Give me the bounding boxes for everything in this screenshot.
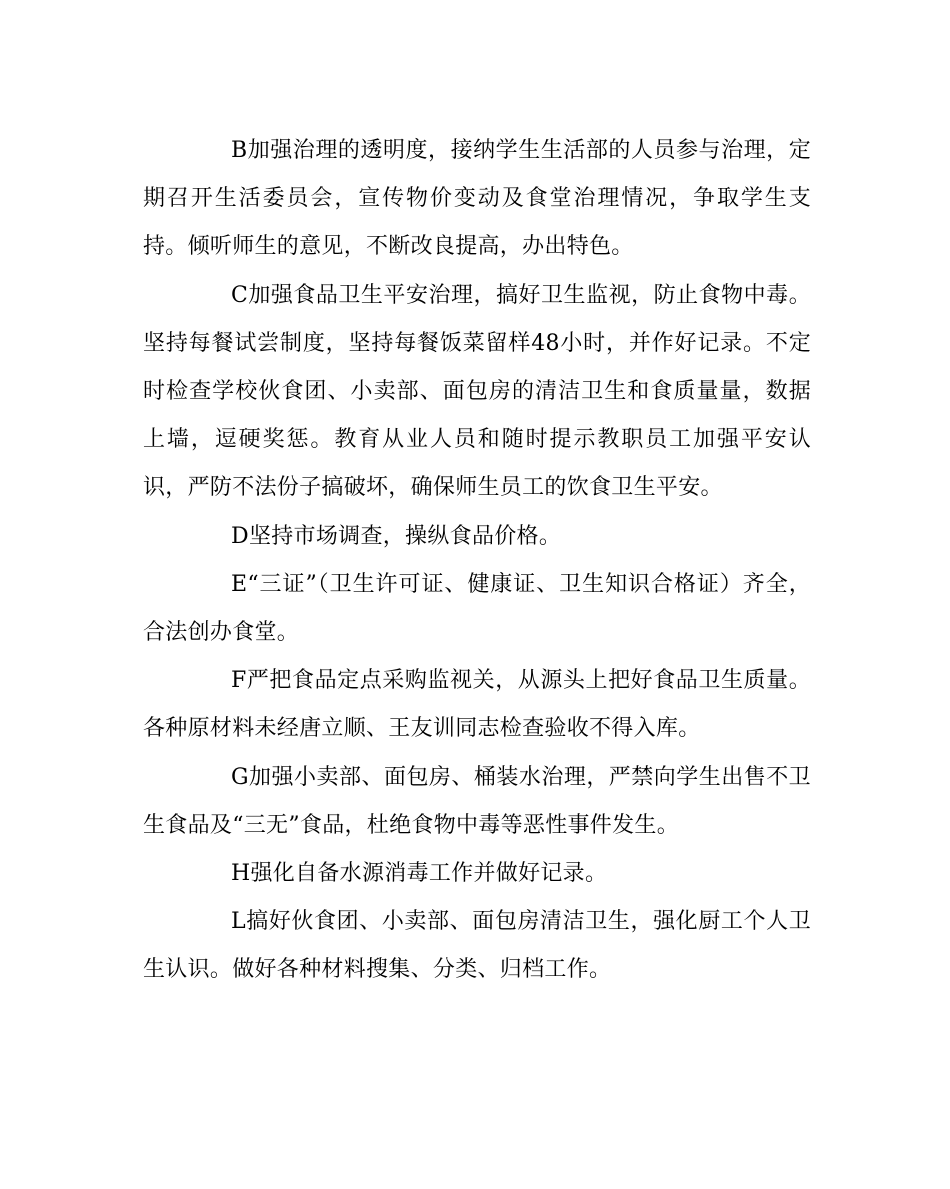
paragraph-c: C加强食品卫生平安治理，搞好卫生监视，防止食物中毒。坚持每餐试尝制度，坚持每餐饭菜留样48小时，并作好记录。不定时检查学校伙食团、小卖部、面包房的清洁卫生和食质量量，数据上墙，逗硬奖惩。教育从业人员和随时提示教职员工加强平安认识，严防不法份子搞破坏，确保师生员工的饮食卫生平安。: [143, 282, 811, 501]
document-body: [143, 127, 811, 995]
paragraph-d: D坚持市场调查，操纵食品价格。: [231, 523, 562, 549]
paragraph-h: H强化自备水源消毒工作并做好记录。: [231, 861, 608, 887]
paragraph-e: E“三证”（卫生许可证、健康证、卫生知识合格证）齐全，合法创办食堂。: [143, 571, 811, 646]
paragraph-f: F严把食品定点采购监视关，从源头上把好食品卫生质量。各种原材料未经唐立顺、王友训同志检查验收不得入库。: [143, 668, 811, 742]
paragraph-l: L搞好伙食团、小卖部、面包房清洁卫生，强化厨工个人卫生认识。做好各种材料搜集、分类、归档工作。: [143, 909, 811, 983]
paragraph-b: B加强治理的透明度，接纳学生生活部的人员参与治理，定期召开生活委员会，宣传物价变动及食堂治理情况，争取学生支持。倾听师生的意见，不断改良提高，办出特色。: [143, 138, 811, 260]
paragraph-g: G加强小卖部、面包房、桶装水治理，严禁向学生出售不卫生食品及“三无”食品，杜绝食物中毒等恶性事件发生。: [143, 764, 811, 838]
